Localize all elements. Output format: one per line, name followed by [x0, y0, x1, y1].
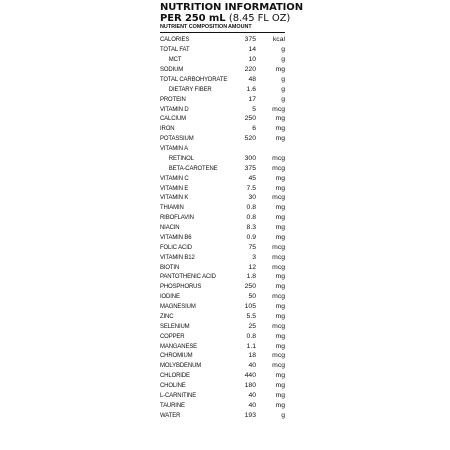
nutrient-unit: mg [275, 204, 285, 212]
nutrient-row [160, 390, 285, 400]
nutrient-row [160, 54, 285, 64]
nutrient-amount: 10 [248, 56, 256, 64]
nutrient-unit: mcg [272, 322, 285, 330]
nutrient-name: VITAMIN A [160, 145, 188, 153]
nutrient-name: NIACIN [160, 224, 180, 232]
nutrient-amount: 180 [244, 382, 256, 390]
nutrient-name: THIAMIN [160, 204, 184, 212]
nutrient-name: VITAMIN E [160, 184, 189, 192]
nutrient-name: MANGANESE [160, 342, 198, 350]
nutrient-amount: 45 [248, 174, 256, 182]
nutrient-row [160, 360, 285, 370]
nutrient-unit: mcg [272, 253, 285, 261]
nutrition-panel [160, 2, 303, 419]
nutrient-name: BETA-CAROTENE [168, 164, 218, 172]
nutrient-row [160, 291, 285, 301]
nutrient-unit: mg [275, 273, 285, 281]
nutrient-amount: 0.8 [246, 332, 256, 340]
nutrient-amount: 375 [244, 36, 256, 44]
nutrient-row [160, 44, 285, 54]
nutrient-amount: 7.5 [246, 184, 256, 192]
title-line-1: NUTRITION INFORMATION [160, 2, 303, 13]
nutrient-amount: 1.6 [246, 85, 256, 93]
nutrient-name: CHLORIDE [160, 372, 190, 380]
nutrient-amount: 6 [252, 125, 256, 133]
nutrient-amount: 18 [248, 352, 256, 360]
nutrient-amount: 105 [244, 303, 256, 311]
nutrient-name: PANTOTHENIC ACID [160, 273, 216, 281]
nutrient-unit: g [281, 85, 285, 93]
nutrient-name: IODINE [160, 293, 180, 301]
nutrient-name: CALORIES [160, 36, 190, 44]
column-composition-label: NUTRIENT COMPOSITION [160, 24, 228, 30]
nutrient-unit: mcg [272, 164, 285, 172]
nutrient-unit: mg [275, 372, 285, 380]
nutrient-row [160, 222, 285, 232]
nutrient-unit: g [281, 411, 285, 419]
nutrient-name: TOTAL FAT [160, 46, 190, 54]
nutrient-amount: 12 [248, 263, 256, 271]
nutrient-unit: mcg [272, 105, 285, 113]
nutrient-amount: 48 [248, 75, 256, 83]
nutrient-unit: mg [275, 115, 285, 123]
nutrient-unit: mcg [272, 243, 285, 251]
nutrient-name: TAURINE [160, 401, 185, 409]
nutrient-unit: mg [275, 283, 285, 291]
nutrient-amount: 520 [244, 135, 256, 143]
nutrient-unit: mg [275, 332, 285, 340]
nutrient-name: VITAMIN D [160, 105, 189, 113]
nutrient-amount: 0.9 [246, 233, 256, 241]
nutrient-name: VITAMIN C [160, 174, 189, 182]
nutrient-amount: 250 [244, 115, 256, 123]
nutrient-row [160, 370, 285, 380]
nutrient-name: VITAMIN B12 [160, 253, 195, 261]
nutrient-name: DIETARY FIBER [168, 85, 212, 93]
nutrient-name: SODIUM [160, 66, 184, 74]
nutrient-unit: mg [275, 401, 285, 409]
nutrient-row [160, 311, 285, 321]
nutrient-amount: 300 [244, 154, 256, 162]
nutrient-amount: 40 [248, 362, 256, 370]
nutrient-unit: mcg [272, 194, 285, 202]
nutrient-name: CHROMIUM [160, 352, 193, 360]
nutrient-amount: 375 [244, 164, 256, 172]
nutrient-name: PHOSPHORUS [160, 283, 202, 291]
nutrient-row [160, 350, 285, 360]
nutrient-name: MCT [168, 56, 182, 64]
nutrient-name: MOLYBDENUM [160, 362, 202, 370]
nutrient-row [160, 133, 285, 143]
nutrient-unit: g [281, 75, 285, 83]
nutrient-unit: mcg [272, 352, 285, 360]
nutrient-amount: 14 [248, 46, 256, 54]
nutrient-row [160, 399, 285, 409]
nutrient-amount: 40 [248, 391, 256, 399]
nutrient-unit: g [281, 46, 285, 54]
nutrient-row [160, 212, 285, 222]
nutrient-unit: mcg [272, 154, 285, 162]
nutrient-amount: 1.8 [246, 273, 256, 281]
nutrient-amount: 220 [244, 66, 256, 74]
nutrient-row [160, 251, 285, 261]
column-amount-label: AMOUNT [228, 24, 252, 30]
nutrient-name: BIOTIN [160, 263, 180, 271]
nutrient-unit: mcg [272, 362, 285, 370]
nutrient-amount: 3 [252, 253, 256, 261]
nutrient-unit: g [281, 56, 285, 64]
nutrient-name: SELENIUM [160, 322, 190, 330]
nutrient-unit: mg [275, 303, 285, 311]
nutrient-amount: 0.8 [246, 204, 256, 212]
nutrient-row [160, 34, 285, 44]
nutrient-unit: mg [275, 66, 285, 74]
title-line-2 [160, 13, 291, 24]
nutrient-row [160, 64, 285, 74]
nutrient-row [160, 182, 285, 192]
serving-size: PER 250 mL [160, 13, 226, 24]
nutrient-name: IRON [160, 125, 175, 133]
nutrient-unit: mg [275, 125, 285, 133]
nutrient-name: ZINC [160, 312, 174, 320]
nutrient-name: TOTAL CARBOHYDRATE [160, 75, 228, 83]
nutrient-row [160, 153, 285, 163]
nutrient-unit: mg [275, 233, 285, 241]
nutrient-amount: 5.5 [246, 312, 256, 320]
nutrient-name: RETINOL [168, 154, 194, 162]
nutrient-unit: kcal [272, 36, 285, 44]
nutrient-amount: 30 [248, 194, 256, 202]
nutrient-amount: 5 [252, 105, 256, 113]
nutrient-row [160, 281, 285, 291]
nutrient-row [160, 162, 285, 172]
column-header [160, 24, 285, 33]
nutrient-name: COPPER [160, 332, 185, 340]
nutrient-row [160, 330, 285, 340]
nutrient-amount: 17 [248, 95, 256, 103]
nutrient-row [160, 83, 285, 93]
nutrient-name: RIBOFLAVIN [160, 214, 194, 222]
nutrient-amount: 193 [244, 411, 256, 419]
nutrient-name: VITAMIN B6 [160, 233, 192, 241]
nutrient-unit: mg [275, 342, 285, 350]
nutrient-name: CHOLINE [160, 382, 186, 390]
nutrient-name: CALCIUM [160, 115, 187, 123]
nutrient-amount: 250 [244, 283, 256, 291]
nutrient-amount: 40 [248, 401, 256, 409]
nutrient-row [160, 74, 285, 84]
nutrient-unit: mg [275, 224, 285, 232]
nutrient-row [160, 143, 285, 153]
nutrient-unit: mg [275, 312, 285, 320]
nutrient-row [160, 123, 285, 133]
nutrient-amount: 0.8 [246, 214, 256, 222]
nutrient-row [160, 261, 285, 271]
nutrient-unit: mg [275, 184, 285, 192]
nutrient-row [160, 202, 285, 212]
nutrient-list [160, 34, 285, 419]
serving-size-oz: (8.45 FL OZ) [228, 13, 291, 24]
nutrient-amount: 25 [248, 322, 256, 330]
nutrient-row [160, 409, 285, 419]
nutrient-name: WATER [160, 411, 181, 419]
nutrient-row [160, 241, 285, 251]
nutrient-unit: g [281, 95, 285, 103]
nutrient-row [160, 93, 285, 103]
nutrient-unit: mg [275, 214, 285, 222]
nutrient-row [160, 380, 285, 390]
nutrient-name: MAGNESIUM [160, 303, 196, 311]
nutrient-row [160, 320, 285, 330]
nutrient-name: PROTEIN [160, 95, 186, 103]
nutrient-row [160, 103, 285, 113]
nutrient-row [160, 232, 285, 242]
nutrient-row [160, 192, 285, 202]
nutrient-unit: mg [275, 382, 285, 390]
nutrient-row [160, 271, 285, 281]
nutrient-name: FOLIC ACID [160, 243, 192, 251]
nutrient-unit: mg [275, 174, 285, 182]
panel-title [160, 2, 303, 24]
nutrient-row [160, 113, 285, 123]
nutrient-amount: 50 [248, 293, 256, 301]
nutrient-row [160, 340, 285, 350]
nutrient-unit: mcg [272, 293, 285, 301]
nutrient-amount: 440 [244, 372, 256, 380]
nutrient-name: VITAMIN K [160, 194, 189, 202]
nutrient-name: L-CARNITINE [160, 391, 197, 399]
nutrient-amount: 8.3 [246, 224, 256, 232]
nutrient-unit: mcg [272, 263, 285, 271]
nutrient-amount: 1.1 [246, 342, 256, 350]
nutrient-unit: mg [275, 135, 285, 143]
nutrient-name: POTASSIUM [160, 135, 194, 143]
nutrient-unit: mg [275, 391, 285, 399]
nutrient-row [160, 301, 285, 311]
nutrient-row [160, 172, 285, 182]
nutrient-amount: 75 [248, 243, 256, 251]
